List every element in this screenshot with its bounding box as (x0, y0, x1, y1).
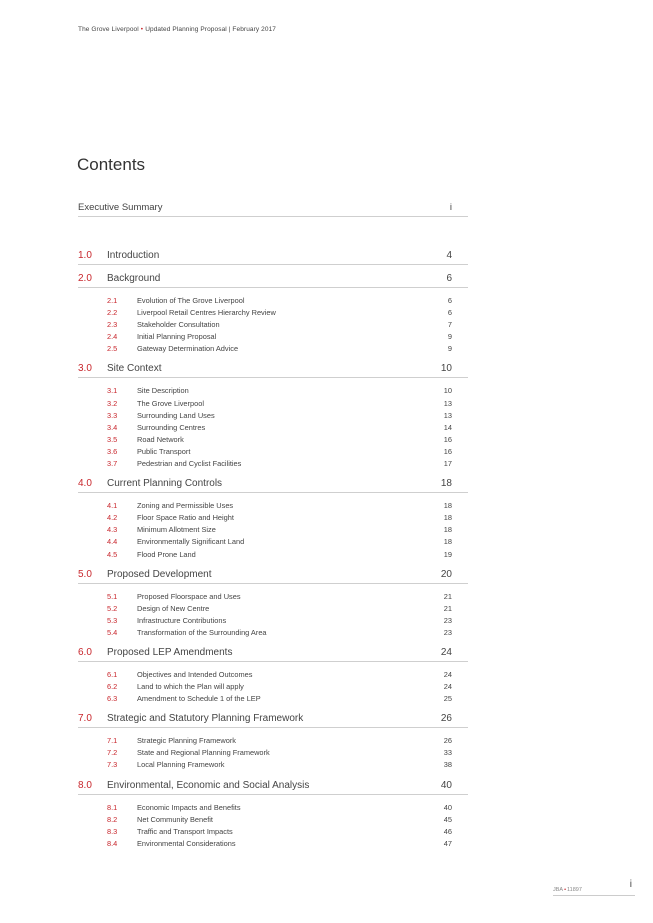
toc-subsection-number: 3.2 (107, 398, 118, 408)
toc-subsection-entry[interactable] (78, 549, 468, 561)
toc-section-entry[interactable] (78, 270, 468, 288)
header-separator: • (140, 26, 144, 33)
toc-subsection-entry[interactable] (78, 627, 468, 639)
toc-section (78, 270, 468, 355)
footer-ref-left: JBA (553, 887, 564, 893)
toc-subsection-title: Amendment to Schedule 1 of the LEP (137, 694, 261, 704)
toc-subsection-title: Gateway Determination Advice (137, 344, 239, 354)
toc-subsection-entry[interactable] (78, 759, 468, 771)
toc-section-number: 3.0 (78, 363, 92, 375)
toc-executive-summary-page: i (449, 202, 452, 213)
toc-section-page: 18 (440, 478, 452, 490)
toc-subsection-list (78, 500, 468, 560)
toc-section (78, 644, 468, 705)
toc-subsection-page: 33 (443, 748, 452, 758)
toc-subsection-title: Proposed Floorspace and Uses (137, 591, 241, 601)
toc-subsection-list (78, 591, 468, 639)
toc-subsection-page: 9 (447, 344, 452, 354)
toc-section-entry[interactable] (78, 710, 468, 728)
toc-subsection-title: Economic Impacts and Benefits (137, 802, 241, 812)
toc-section-page: 10 (440, 363, 452, 375)
toc-subsection-list (78, 295, 468, 355)
toc-subsection-page: 23 (443, 627, 452, 637)
toc-subsection-number: 2.5 (107, 344, 118, 354)
toc-section-title: Environmental, Economic and Social Analysis (107, 779, 310, 791)
toc-subsection-page: 10 (443, 386, 452, 396)
toc-subsection-page: 24 (443, 669, 452, 679)
toc-subsection-entry[interactable] (78, 669, 468, 681)
toc-subsection-entry[interactable] (78, 500, 468, 512)
toc-subsection-number: 2.4 (107, 332, 118, 342)
toc-subsection-title: Minimum Allotment Size (137, 525, 216, 535)
toc-sections (78, 247, 468, 850)
toc-subsection-page: 19 (443, 549, 452, 559)
toc-subsection-page: 45 (443, 814, 452, 824)
toc-subsection-entry[interactable] (78, 838, 468, 850)
toc-subsection-entry[interactable] (78, 747, 468, 759)
toc-subsection-title: Zoning and Permissible Uses (137, 501, 234, 511)
toc-subsection-entry[interactable] (78, 319, 468, 331)
toc-subsection-number: 6.1 (107, 669, 118, 679)
toc-subsection-number: 7.1 (107, 736, 118, 746)
toc-subsection-number: 3.3 (107, 410, 118, 420)
toc-subsection-number: 8.2 (107, 814, 118, 824)
toc-subsection-title: Floor Space Ratio and Height (137, 513, 234, 523)
toc-subsection-page: 13 (443, 398, 452, 408)
toc-subsection-page: 9 (447, 332, 452, 342)
toc-subsection-number: 7.2 (107, 748, 118, 758)
toc-section-entry[interactable] (78, 475, 468, 493)
toc-section-number: 2.0 (78, 273, 92, 284)
toc-subsection-title: Local Planning Framework (137, 760, 225, 770)
toc-subsection-number: 3.4 (107, 422, 118, 432)
footer-separator: • (564, 887, 567, 893)
toc-subsection-title: Transformation of the Surrounding Area (137, 627, 267, 637)
toc-subsection-page: 25 (443, 694, 452, 704)
toc-subsection-page: 24 (443, 682, 452, 692)
toc-subsection-page: 38 (443, 760, 452, 770)
toc-subsection-entry[interactable] (78, 603, 468, 615)
toc-subsection-entry[interactable] (78, 331, 468, 343)
toc-subsection-title: Net Community Benefit (137, 814, 213, 824)
toc-section-title: Proposed LEP Amendments (107, 646, 233, 658)
toc-subsection-title: Public Transport (137, 446, 191, 456)
toc-subsection-title: State and Regional Planning Framework (137, 748, 270, 758)
toc-section-entry[interactable] (78, 644, 468, 662)
toc-section (78, 475, 468, 560)
toc-section-number: 5.0 (78, 568, 92, 580)
header-doc-subtitle: Updated Planning Proposal | February 2017 (145, 26, 277, 33)
header-doc-name: The Grove Liverpool (78, 26, 139, 33)
toc-section (78, 360, 468, 470)
toc-section (78, 777, 468, 850)
toc-subsection-list (78, 669, 468, 705)
toc-section-number: 8.0 (78, 779, 92, 791)
toc-subsection-title: Infrastructure Contributions (137, 615, 227, 625)
toc-subsection-page: 13 (443, 410, 452, 420)
toc-subsection-number: 3.6 (107, 446, 118, 456)
page-title: Contents (77, 155, 146, 174)
toc-subsection-number: 2.2 (107, 308, 118, 318)
toc-subsection-title: The Grove Liverpool (137, 398, 204, 408)
toc-subsection-number: 6.2 (107, 682, 118, 692)
toc-subsection-title: Design of New Centre (137, 603, 210, 613)
toc-subsection-number: 8.1 (107, 802, 118, 812)
toc-subsection-entry[interactable] (78, 524, 468, 536)
toc-section-title: Current Planning Controls (107, 478, 223, 490)
toc-section (78, 566, 468, 639)
toc-subsection-entry[interactable] (78, 693, 468, 705)
toc-subsection-entry[interactable] (78, 512, 468, 524)
toc-section (78, 710, 468, 771)
toc-subsection-title: Environmentally Significant Land (137, 537, 245, 547)
toc-subsection-page: 46 (443, 826, 452, 836)
toc-subsection-entry[interactable] (78, 458, 468, 470)
toc-subsection-title: Evolution of The Grove Liverpool (137, 296, 245, 305)
running-header (78, 26, 276, 33)
toc-subsection-title: Strategic Planning Framework (137, 736, 236, 746)
toc-subsection-title: Traffic and Transport Impacts (137, 826, 233, 836)
toc-executive-summary-label: Executive Summary (78, 202, 163, 213)
toc-subsection-number: 7.3 (107, 760, 118, 770)
toc-subsection-entry[interactable] (78, 410, 468, 422)
toc-section-page: 24 (440, 646, 452, 658)
toc-subsection-number: 5.2 (107, 603, 118, 613)
toc-subsection-title: Land to which the Plan will apply (137, 682, 244, 692)
toc-subsection-number: 5.4 (107, 627, 118, 637)
toc-executive-summary[interactable] (78, 201, 468, 217)
toc-subsection-page: 18 (443, 513, 452, 523)
toc-section-number: 4.0 (78, 478, 92, 490)
toc-subsection-page: 7 (447, 320, 452, 330)
toc-subsection-entry[interactable] (78, 802, 468, 814)
toc-subsection-entry[interactable] (78, 536, 468, 548)
toc-subsection-title: Flood Prone Land (137, 549, 196, 559)
toc-subsection-entry[interactable] (78, 591, 468, 603)
toc-section-number: 7.0 (78, 713, 92, 725)
toc-subsection-page: 16 (443, 446, 452, 456)
toc-subsection-list (78, 385, 468, 470)
footer-ref-right: 11897 (567, 887, 582, 893)
toc-subsection-number: 3.7 (107, 459, 118, 469)
toc-subsection-number: 8.4 (107, 838, 118, 848)
footer-reference (553, 887, 582, 893)
toc-subsection-entry[interactable] (78, 735, 468, 747)
toc-section-entry[interactable] (78, 777, 468, 795)
toc-subsection-title: Liverpool Retail Centres Hierarchy Review (137, 308, 276, 318)
page-footer (553, 881, 635, 896)
toc-subsection-list (78, 802, 468, 850)
toc-subsection-title: Surrounding Centres (137, 422, 206, 432)
toc-section-entry[interactable] (78, 360, 468, 378)
toc-subsection-page: 18 (443, 525, 452, 535)
toc-subsection-title: Site Description (137, 386, 189, 396)
toc-subsection-page: 26 (443, 736, 452, 746)
toc-subsection-page: 14 (443, 422, 452, 432)
toc-subsection-number: 5.1 (107, 591, 118, 601)
toc-section-page: 4 (446, 250, 452, 261)
toc-subsection-entry[interactable] (78, 398, 468, 410)
toc-subsection-title: Pedestrian and Cyclist Facilities (137, 459, 242, 469)
toc-subsection-number: 3.1 (107, 386, 118, 396)
toc-subsection-entry[interactable] (78, 343, 468, 355)
toc-subsection-title: Stakeholder Consultation (137, 320, 220, 330)
toc-subsection-entry[interactable] (78, 385, 468, 397)
toc-subsection-title: Objectives and Intended Outcomes (137, 669, 253, 679)
toc-section-entry[interactable] (78, 566, 468, 584)
toc-section-page: 6 (446, 273, 452, 284)
toc-subsection-page: 47 (443, 838, 452, 848)
toc-subsection-number: 4.5 (107, 549, 118, 559)
toc-section (78, 247, 468, 265)
toc-subsection-entry[interactable] (78, 295, 468, 307)
toc-subsection-number: 4.4 (107, 537, 118, 547)
toc-subsection-page: 6 (447, 296, 452, 305)
toc-section-page: 26 (440, 713, 452, 725)
toc-subsection-title: Initial Planning Proposal (137, 332, 217, 342)
toc-subsection-number: 2.3 (107, 320, 118, 330)
toc-section-number: 1.0 (78, 250, 92, 261)
toc-subsection-page: 23 (443, 615, 452, 625)
toc-section-entry[interactable] (78, 247, 468, 265)
toc-section-page: 20 (440, 568, 452, 580)
toc-subsection-page: 40 (443, 802, 452, 812)
toc-subsection-page: 21 (443, 603, 452, 613)
toc-section-page: 40 (440, 779, 452, 791)
toc-subsection-number: 2.1 (107, 296, 118, 305)
toc-subsection-entry[interactable] (78, 307, 468, 319)
toc-subsection-title: Surrounding Land Uses (137, 410, 215, 420)
toc-subsection-number: 4.2 (107, 513, 118, 523)
toc-subsection-number: 4.3 (107, 525, 118, 535)
toc-subsection-number: 3.5 (107, 434, 118, 444)
toc-subsection-page: 16 (443, 434, 452, 444)
toc-subsection-number: 8.3 (107, 826, 118, 836)
toc-subsection-entry[interactable] (78, 422, 468, 434)
toc-subsection-entry[interactable] (78, 826, 468, 838)
toc-section-title: Site Context (107, 363, 162, 375)
toc-subsection-page: 18 (443, 501, 452, 511)
toc-subsection-page: 21 (443, 591, 452, 601)
toc-subsection-number: 4.1 (107, 501, 118, 511)
toc-subsection-entry[interactable] (78, 814, 468, 826)
page-number: i (629, 879, 632, 890)
toc-subsection-page: 6 (447, 308, 452, 318)
toc-section-title: Introduction (107, 250, 160, 261)
toc-section-title: Strategic and Statutory Planning Framework (107, 713, 304, 725)
toc-subsection-page: 17 (443, 459, 452, 469)
table-of-contents (78, 201, 468, 855)
toc-subsection-entry[interactable] (78, 681, 468, 693)
toc-section-number: 6.0 (78, 646, 92, 658)
toc-subsection-entry[interactable] (78, 434, 468, 446)
toc-subsection-list (78, 735, 468, 771)
toc-subsection-title: Road Network (137, 434, 184, 444)
toc-subsection-page: 18 (443, 537, 452, 547)
toc-subsection-title: Environmental Considerations (137, 838, 236, 848)
toc-section-title: Background (107, 273, 161, 284)
toc-subsection-number: 6.3 (107, 694, 118, 704)
toc-subsection-entry[interactable] (78, 446, 468, 458)
toc-subsection-entry[interactable] (78, 615, 468, 627)
toc-section-title: Proposed Development (107, 568, 212, 580)
toc-subsection-number: 5.3 (107, 615, 118, 625)
